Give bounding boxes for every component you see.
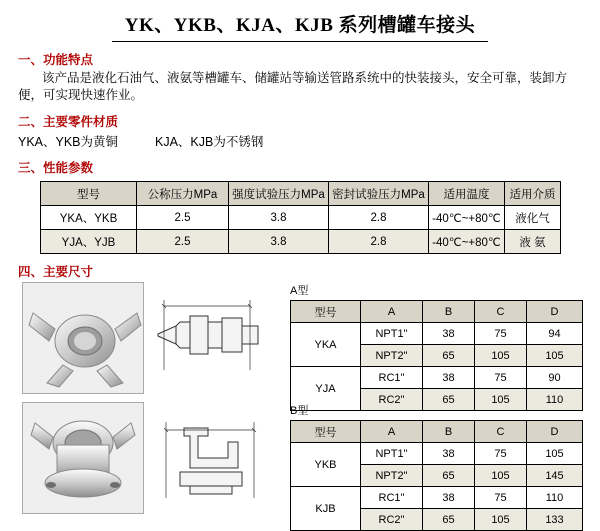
cell-b: 38	[423, 323, 475, 345]
col-header: 密封试验压力MPa	[329, 182, 429, 206]
section-heading-dimensions: 四、主要尺寸	[18, 265, 94, 279]
cell-d: 105	[527, 443, 583, 465]
product-drawing-a	[150, 282, 268, 392]
cell-c: 105	[475, 389, 527, 411]
cell-model: YKB	[291, 443, 361, 487]
material-text-b: KJA、KJB为不锈钢	[155, 135, 264, 149]
col-header: 型号	[41, 182, 137, 206]
cell-a: RC2"	[361, 389, 423, 411]
material-text-a: YKA、YKB为黄铜	[18, 135, 119, 149]
cell-strength-pressure: 3.8	[229, 230, 329, 254]
cell-b: 65	[423, 345, 475, 367]
drawing-b-image	[150, 402, 268, 512]
cell-b: 65	[423, 509, 475, 531]
cell-c: 75	[475, 487, 527, 509]
table-row	[41, 230, 561, 254]
cell-seal-pressure: 2.8	[329, 230, 429, 254]
cell-d: 105	[527, 345, 583, 367]
title-underline	[112, 41, 488, 42]
cell-d: 110	[527, 389, 583, 411]
coupling-photo-b-illustration	[23, 403, 143, 513]
cell-a: RC1"	[361, 487, 423, 509]
cell-b: 65	[423, 465, 475, 487]
cell-nominal-pressure: 2.5	[137, 230, 229, 254]
cell-model: YJA、YJB	[41, 230, 137, 254]
cell-a: NPT2"	[361, 345, 423, 367]
cell-b: 65	[423, 389, 475, 411]
table-row	[291, 487, 583, 509]
col-header: B	[423, 301, 475, 323]
cell-b: 38	[423, 443, 475, 465]
col-header: C	[475, 421, 527, 443]
product-photo-b	[22, 402, 144, 514]
cell-a: NPT1"	[361, 443, 423, 465]
product-photo-a	[22, 282, 144, 394]
cell-d: 94	[527, 323, 583, 345]
cell-temperature: -40℃~+80℃	[429, 230, 505, 254]
cell-a: RC2"	[361, 509, 423, 531]
table-row	[291, 367, 583, 389]
table-row	[291, 323, 583, 345]
col-header: D	[527, 301, 583, 323]
cell-temperature: -40℃~+80℃	[429, 206, 505, 230]
cell-d: 133	[527, 509, 583, 531]
document-page	[0, 10, 600, 526]
dim-block-a-label: A型	[290, 285, 309, 297]
cell-model: YJA	[291, 367, 361, 411]
cell-b: 38	[423, 367, 475, 389]
cell-a: NPT1"	[361, 323, 423, 345]
performance-table	[40, 181, 561, 254]
cell-medium: 液化气	[505, 206, 561, 230]
cell-a: RC1"	[361, 367, 423, 389]
product-drawing-b	[150, 402, 268, 512]
cell-c: 105	[475, 465, 527, 487]
cell-c: 75	[475, 323, 527, 345]
col-header: B	[423, 421, 475, 443]
col-header: A	[361, 301, 423, 323]
photo-a-image	[22, 282, 144, 394]
cell-d: 145	[527, 465, 583, 487]
col-header: 型号	[291, 301, 361, 323]
page-title: YK、YKB、KJA、KJB 系列槽罐车接头	[124, 15, 476, 36]
col-header: 适用介质	[505, 182, 561, 206]
col-header: 公称压力MPa	[137, 182, 229, 206]
cell-c: 105	[475, 345, 527, 367]
cell-c: 75	[475, 367, 527, 389]
dim-block-b	[290, 402, 583, 531]
cell-model: YKA	[291, 323, 361, 367]
table-header-row	[291, 301, 583, 323]
dim-block-a	[290, 282, 583, 411]
table-row	[291, 443, 583, 465]
cell-nominal-pressure: 2.5	[137, 206, 229, 230]
cell-model: YKA、YKB	[41, 206, 137, 230]
col-header: D	[527, 421, 583, 443]
cell-d: 110	[527, 487, 583, 509]
cell-strength-pressure: 3.8	[229, 206, 329, 230]
cell-b: 38	[423, 487, 475, 509]
cell-model: KJB	[291, 487, 361, 531]
dimension-table-b	[290, 420, 583, 531]
dim-block-b-label: B型	[290, 405, 309, 417]
technical-drawing-a	[150, 282, 268, 392]
table-row	[41, 206, 561, 230]
cell-c: 105	[475, 509, 527, 531]
col-header: 适用温度	[429, 182, 505, 206]
dimension-table-a	[290, 300, 583, 411]
section-heading-performance: 三、性能参数	[18, 161, 94, 175]
section-heading-material: 二、主要零件材质	[18, 115, 119, 129]
material-line	[18, 132, 600, 150]
cell-d: 90	[527, 367, 583, 389]
col-header: C	[475, 301, 527, 323]
col-header: A	[361, 421, 423, 443]
features-paragraph: 该产品是液化石油气、液氨等槽罐车、储罐站等输送管路系统中的快装接头，安全可靠，装卸方便，可实现快速作业。	[18, 71, 568, 102]
drawing-a-image	[150, 282, 268, 392]
table-header-row	[291, 421, 583, 443]
table-header-row	[41, 182, 561, 206]
cell-medium: 液 氨	[505, 230, 561, 254]
col-header: 强度试验压力MPa	[229, 182, 329, 206]
cell-seal-pressure: 2.8	[329, 206, 429, 230]
cell-c: 75	[475, 443, 527, 465]
photo-b-image	[22, 402, 144, 514]
coupling-photo-a-illustration	[23, 283, 143, 393]
col-header: 型号	[291, 421, 361, 443]
technical-drawing-b	[150, 402, 268, 512]
cell-a: NPT2"	[361, 465, 423, 487]
section-heading-features: 一、功能特点	[18, 53, 94, 67]
